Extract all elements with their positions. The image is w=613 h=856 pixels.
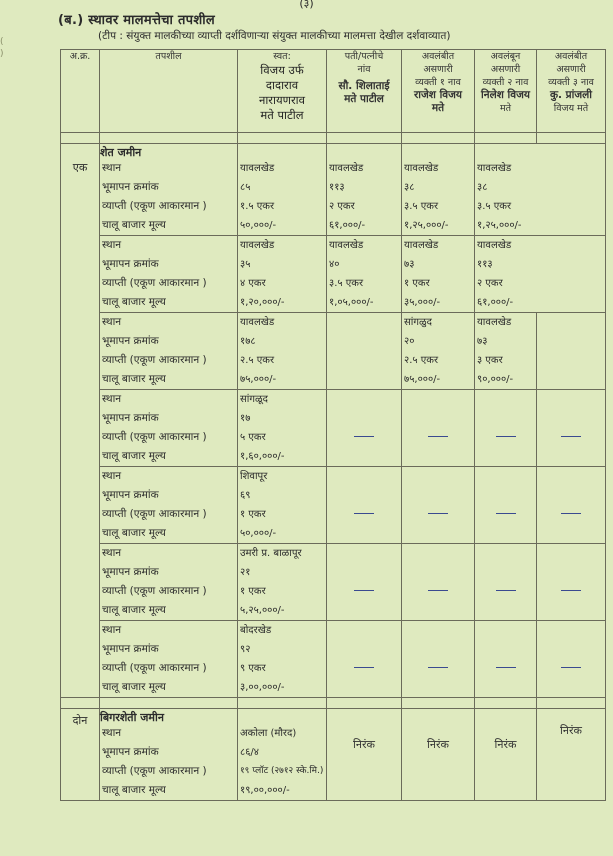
land-group-2: स्थान भूमापन क्रमांक व्याप्ती (एकूण आकारमान ) चालू बाजार मूल्य यावलखेड ३५ ४ एकर १,२०,०००/- यावलखेड ४० ३.५ एकर १,०५,०००/- यावलखेड ७३ १ एकर ३५,०००/- यावलखेड ११३ २ एकर ६१,०००/- bbox=[61, 236, 606, 313]
margin-mark: ( ) bbox=[0, 37, 4, 59]
section2-title: बिगरशेती जमीन bbox=[100, 711, 164, 724]
section1-title: शेत जमीन bbox=[100, 146, 142, 159]
land-group-4: स्थान भूमापन क्रमांक व्याप्ती (एकूण आकारमान ) चालू बाजार मूल्य सांगळूद १७ ५ एकर १,६०,०००/- bbox=[61, 390, 606, 467]
header-spouse: पती/पत्नीचे नांव सौ. शिलाताई मते पाटील bbox=[327, 50, 402, 133]
land-group-3: स्थान भूमापन क्रमांक व्याप्ती (एकूण आकारमान ) चालू बाजार मूल्य यावलखेड १७८ २.५ एकर ७५,०००/- सांगळुद २० २.५ एकर ७५,०००/- यावलखेड ७३ ३ एकर ९०,०००/- bbox=[61, 313, 606, 390]
gap-row bbox=[61, 133, 606, 144]
header-dependent-2: अवलंबून असणारी व्यक्ती २ नाव निलेश विजय मते bbox=[475, 50, 537, 133]
header-dependent-1: अवलंबीत असणारी व्यक्ती १ नाव राजेश विजय मते bbox=[402, 50, 475, 133]
header-sr: अ.क्र. bbox=[61, 50, 100, 133]
header-dependent-3: अवलंबीत असणारी व्यक्ती ३ नाव कु. प्रांजली विजय मते bbox=[537, 50, 606, 133]
land-group-6: स्थान भूमापन क्रमांक व्याप्ती (एकूण आकारमान ) चालू बाजार मूल्य उमरी प्र. बाळापूर २१ १ एकर ५,२५,०००/- bbox=[61, 544, 606, 621]
group1-dep2: यावलखेड ३८ ३.५ एकर १,२५,०००/- bbox=[475, 144, 606, 236]
header-details: तपशील bbox=[100, 50, 238, 133]
section2-sr: दोन bbox=[61, 709, 100, 801]
group1-self: यावलखेड ८५ १.५ एकर ५०,०००/- bbox=[238, 144, 327, 236]
nil-spouse: निरंक bbox=[327, 709, 402, 801]
nil-dep1: निरंक bbox=[402, 709, 475, 801]
land-group-5: स्थान भूमापन क्रमांक व्याप्ती (एकूण आकारमान ) चालू बाजार मूल्य शिवापूर ६९ १ एकर ५०,०००/- bbox=[61, 467, 606, 544]
land-group-7: स्थान भूमापन क्रमांक व्याप्ती (एकूण आकारमान ) चालू बाजार मूल्य बोदरखेड ९२ ९ एकर ३,००,०००/- bbox=[61, 621, 606, 698]
group1-spouse: यावलखेड ११३ २ एकर ६१,०००/- bbox=[327, 144, 402, 236]
section-heading: (ब.) स्थावर मालमत्तेचा तपशील bbox=[58, 13, 215, 28]
property-table bbox=[60, 49, 606, 801]
page-number: (३) bbox=[299, 0, 314, 10]
land-group-1 bbox=[61, 144, 606, 236]
gap-row bbox=[61, 698, 606, 709]
group1-dep1: यावलखेड ३८ ३.५ एकर १,२५,०००/- bbox=[402, 144, 475, 236]
section1-sr: एक bbox=[61, 144, 100, 698]
header-row bbox=[61, 50, 606, 133]
nil-dep3: निरंक bbox=[537, 709, 606, 801]
section-note: (टीप : संयुक्त मालकीच्या व्याप्ती दर्शविणाऱ्या संयुक्त मालकीच्या मालमत्ता देखील दर्शवाव्यात) bbox=[98, 30, 451, 42]
non-agri-land-row: दोन बिगरशेती जमीन स्थान भूमापन क्रमांक व्याप्ती (एकूण आकारमान ) चालू बाजार मूल्य अकोला (मौरद) ८६/४ १९ प्लॉट (२७१२ स्के.मि.) १९,००,०००/- निरंक निरंक निरंक निरंक bbox=[61, 709, 606, 801]
header-self: स्वत: विजय उर्फ दादाराव नारायणराव मते पाटील bbox=[238, 50, 327, 133]
group1-labels: शेत जमीन स्थान भूमापन क्रमांक व्याप्ती (एकूण आकारमान ) चालू बाजार मूल्य bbox=[100, 144, 238, 236]
nil-dep2: निरंक bbox=[475, 709, 537, 801]
